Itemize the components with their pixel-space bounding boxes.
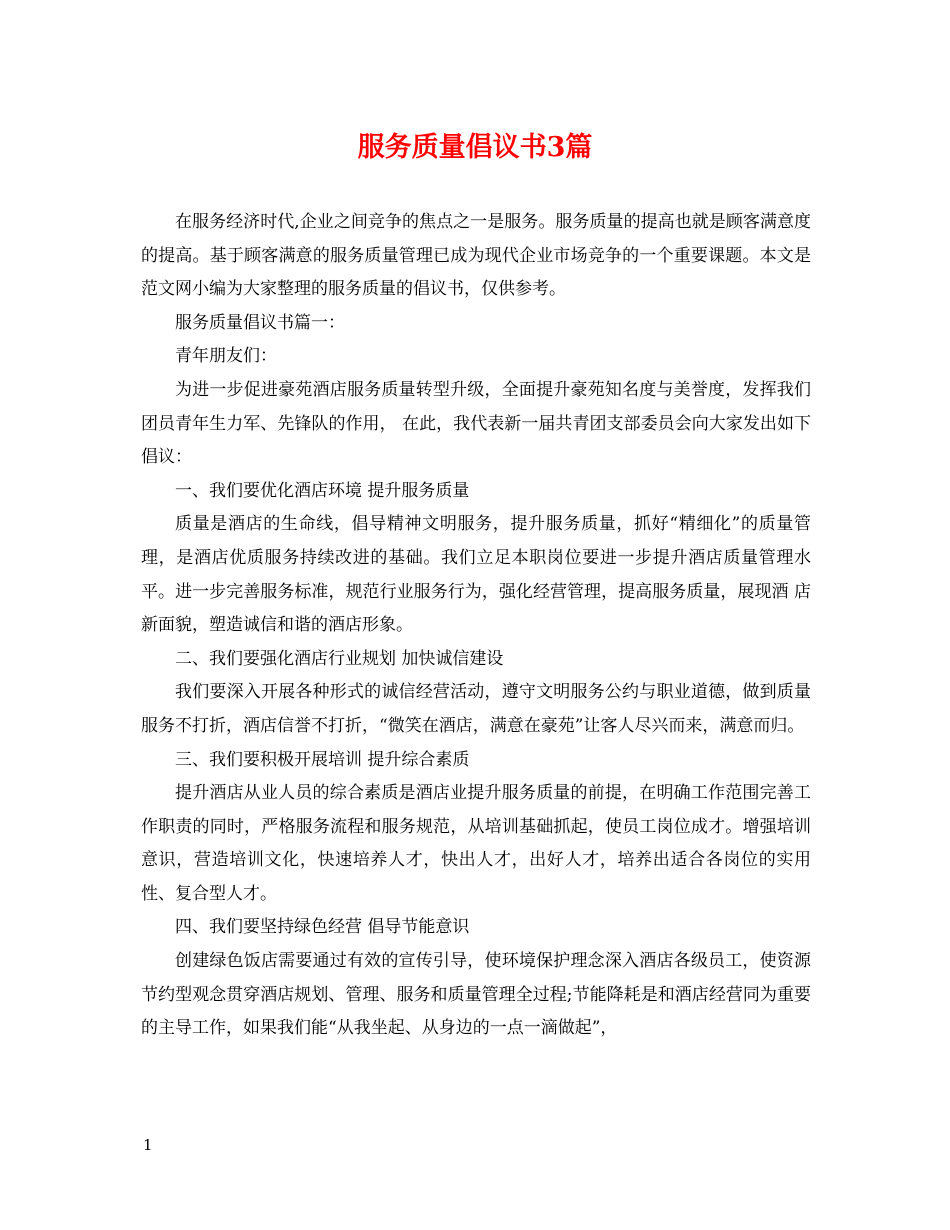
paragraph-body-three: 提升酒店从业人员的综合素质是酒店业提升服务质量的前提，在明确工作范围完善工作职责的同时，严格服务流程和服务规范，从培训基础抓起，使员工岗位成才。增强培训意识，营造培训文化，快速培养人才，快出人才，出好人才，培养出适合各岗位的实用性、复合型人才。 — [141, 783, 811, 904]
document-body — [141, 206, 811, 1046]
paragraph-body-two: 我们要深入开展各种形式的诚信经营活动，遵守文明服务公约与职业道德，做到质量服务不打折，酒店信誉不打折，“微笑在酒店，满意在豪苑”让客人尽兴而来，满意而归。 — [141, 682, 811, 736]
paragraph-preamble: 为进一步促进豪苑酒店服务质量转型升级，全面提升豪苑知名度与美誉度，发挥我们团员青年生力军、先锋队的作用， 在此，我代表新一届共青团支部委员会向大家发出如下倡议： — [141, 379, 811, 468]
page-number: 1 — [143, 1136, 153, 1154]
paragraph-heading-four: 四、我们要坚持绿色经营 倡导节能意识 — [175, 917, 470, 938]
paragraph-body-one: 质量是酒店的生命线，倡导精神文明服务，提升服务质量，抓好“精细化”的质量管理，是酒店优质服务持续改进的基础。我们立足本职岗位要进一步提升酒店质量管理水平。进一步完善服务标准，规范行业服务行为，强化经营管理，提高服务质量，展现酒 店新面貌，塑造诚信和谐的酒店形象。 — [141, 514, 811, 636]
paragraph-heading-three: 三、我们要积极开展培训 提升综合素质 — [175, 749, 470, 770]
paragraph-heading-two: 二、我们要强化酒店行业规划 加快诚信建设 — [175, 648, 504, 669]
paragraph-section-heading: 服务质量倡议书篇一： — [175, 312, 345, 333]
paragraph-heading-one: 一、我们要优化酒店环境 提升服务质量 — [175, 480, 470, 501]
document-title: 服务质量倡议书3篇 — [357, 132, 593, 163]
paragraph-intro: 在服务经济时代,企业之间竞争的焦点之一是服务。服务质量的提高也就是顾客满意度的提高。基于顾客满意的服务质量管理已成为现代企业市场竞争的一个重要课题。本文是范文网小编为大家整理的服务质量的倡议书，仅供参考。 — [141, 212, 811, 300]
paragraph-salutation: 青年朋友们： — [175, 346, 277, 367]
paragraph-body-four: 创建绿色饭店需要通过有效的宣传引导，使环境保护理念深入酒店各级员工，使资源节约型观念贯穿酒店规划、管理、服务和质量管理全过程;节能降耗是和酒店经营同为重要的主导工作，如果我们能“从我坐起、从身边的一点一滴做起”， — [141, 951, 811, 1039]
